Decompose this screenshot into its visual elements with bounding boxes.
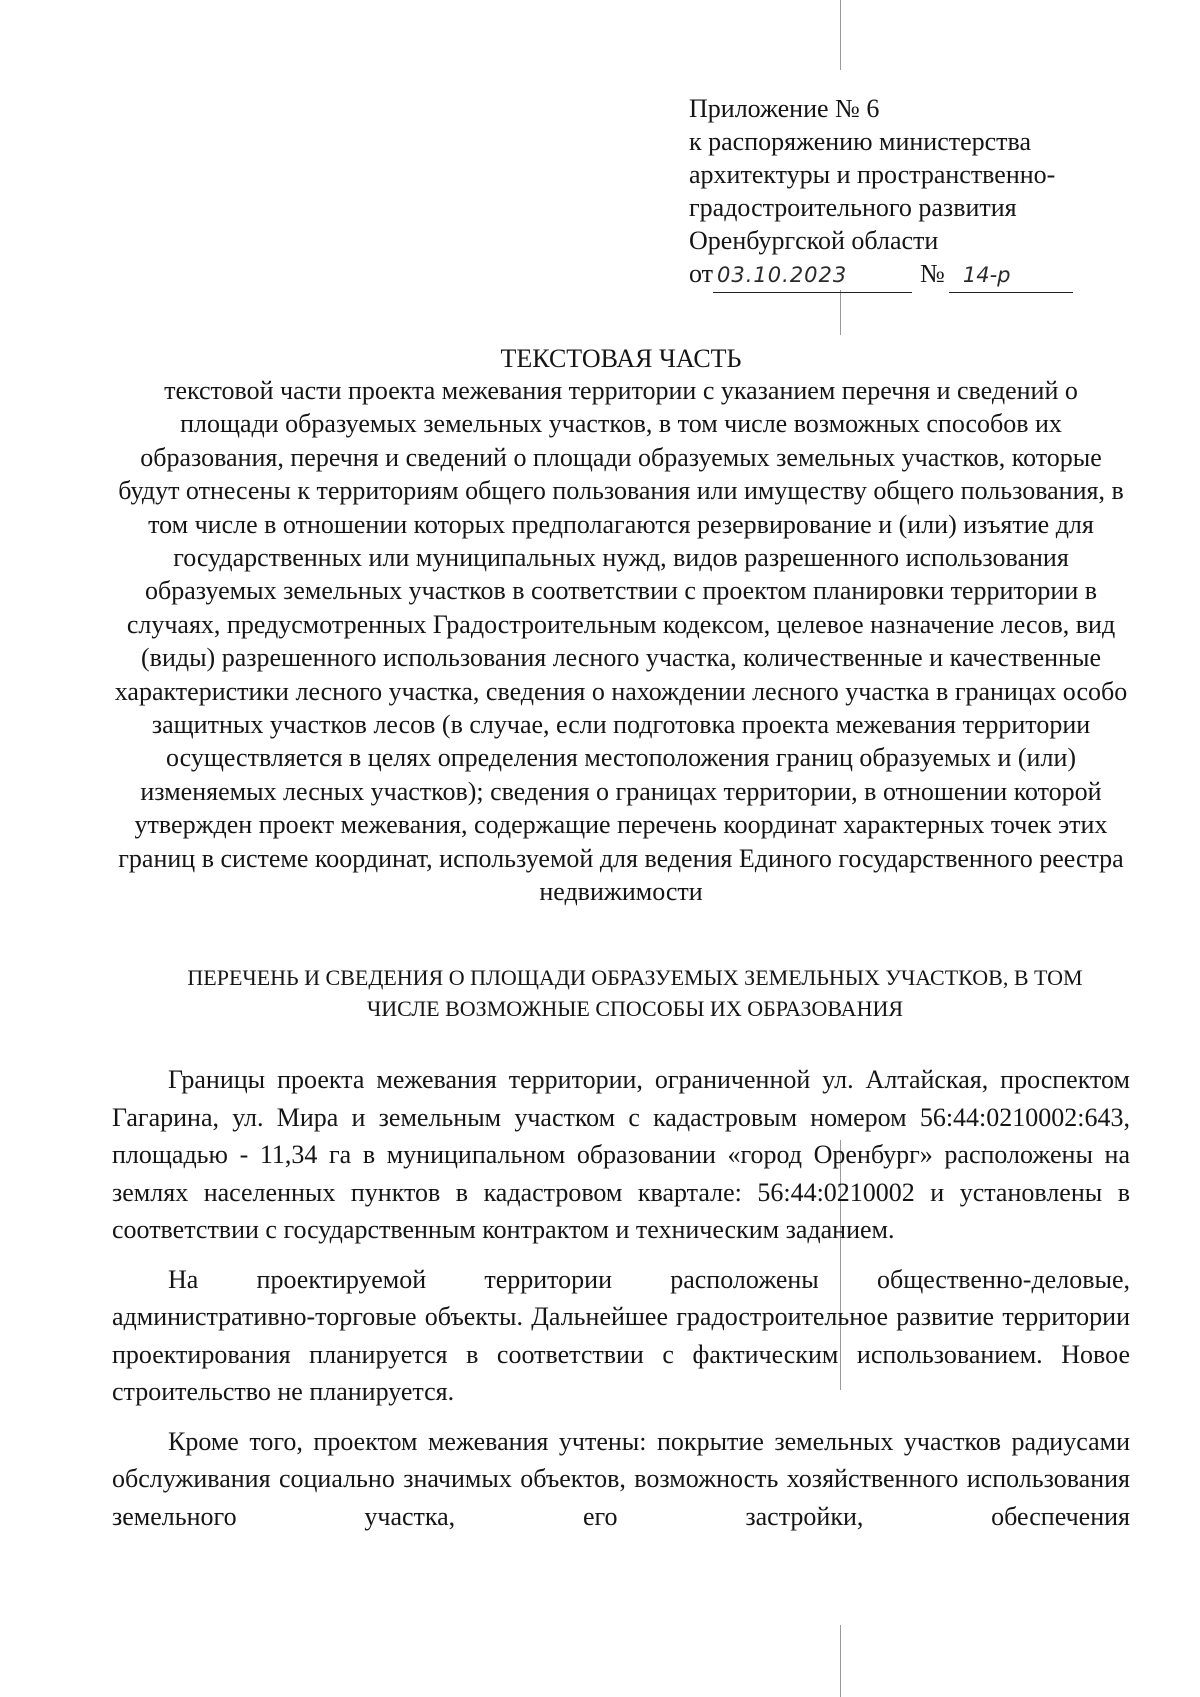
handwritten-order-number: 14-р [949,259,1073,293]
document-subtitle: текстовой части проекта межевания территории с указанием перечня и сведений о площади образуемых земельных участков, в том числе возможных способов их образования, перечня и сведений о площади образуемых земельных участков, которые будут отнесены к территориям общего пользования или имуществу общего пользования, в том числе в отношении которых предполагаются резервирование и (или) изъятие для государственных или муниципальных нужд, видов разрешенного использования образуемых земельных участков в соответствии с проектом планировки территории в случаях, предусмотренных Градостроительным кодексом, целевое назначение лесов, вид (виды) разрешенного использования лесного участка, количественные и качественные характеристики лесного участка, сведения о нахождении лесного участка в границах особо защитных участков лесов (в случае, если подготовка проекта межевания территории осуществляется в целях определения местоположения границ образуемых и (или) изменяемых лесных участков); сведения о границах территории, в отношении которой утвержден проект межевания, содержащие перечень координат характерных точек этих границ в системе координат, используемой для ведения Единого государственного реестра недвижимости [114,376,1128,907]
number-sign: № [920,259,945,288]
order-date-number-row [689,257,1159,293]
document-title: ТЕКСТОВАЯ ЧАСТЬ [500,344,742,373]
scan-artifact-line [840,290,841,335]
date-prefix: от [689,259,714,288]
paragraph: Кроме того, проектом межевания учтены: покрытие земельных участков радиусами обслуживания социально значимых объектов, возможность хозяйственного использования земельного участка, его застройки, обеспечения [112,1426,1130,1531]
header-line: к распоряжению министерства [689,127,1032,156]
scan-artifact-line [840,1625,841,1697]
scan-artifact-line [840,0,841,70]
handwritten-date: 03.10.2023 [713,259,912,293]
paragraph: Границы проекта межевания территории, ограниченной ул. Алтайская, проспектом Гагарина, ул. Мира и земельным участком с кадастровым номером 56:44:0210002:643, площадью - 11,34 га в муниципальном образовании «город Оренбург» расположены на землях населенных пунктов в кадастровом квартале: 56:44:0210002 и установлены в соответствии с государственным контрактом и техническим заданием. [112,1065,1130,1244]
appendix-number: Приложение № 6 [689,94,880,123]
body-text [112,1061,1130,1547]
appendix-header [689,92,1159,293]
section-heading: ПЕРЕЧЕНЬ И СВЕДЕНИЯ О ПЛОЩАДИ ОБРАЗУЕМЫХ ЗЕМЕЛЬНЫХ УЧАСТКОВ, В ТОМ ЧИСЛЕ ВОЗМОЖНЫЕ СПОСОБЫ ИХ ОБРАЗОВАНИЯ [187,965,1083,1021]
paragraph: На проектируемой территории расположены общественно-деловые, административно-торговые объекты. Дальнейшее градостроительное развитие территории проектирования планируется в соответствии с фактическим использованием. Новое строительство не планируется. [112,1264,1130,1406]
header-line: Оренбургской области [689,226,939,255]
header-line: градостроительного развития [689,193,1017,222]
header-line: архитектуры и пространственно- [689,160,1056,189]
